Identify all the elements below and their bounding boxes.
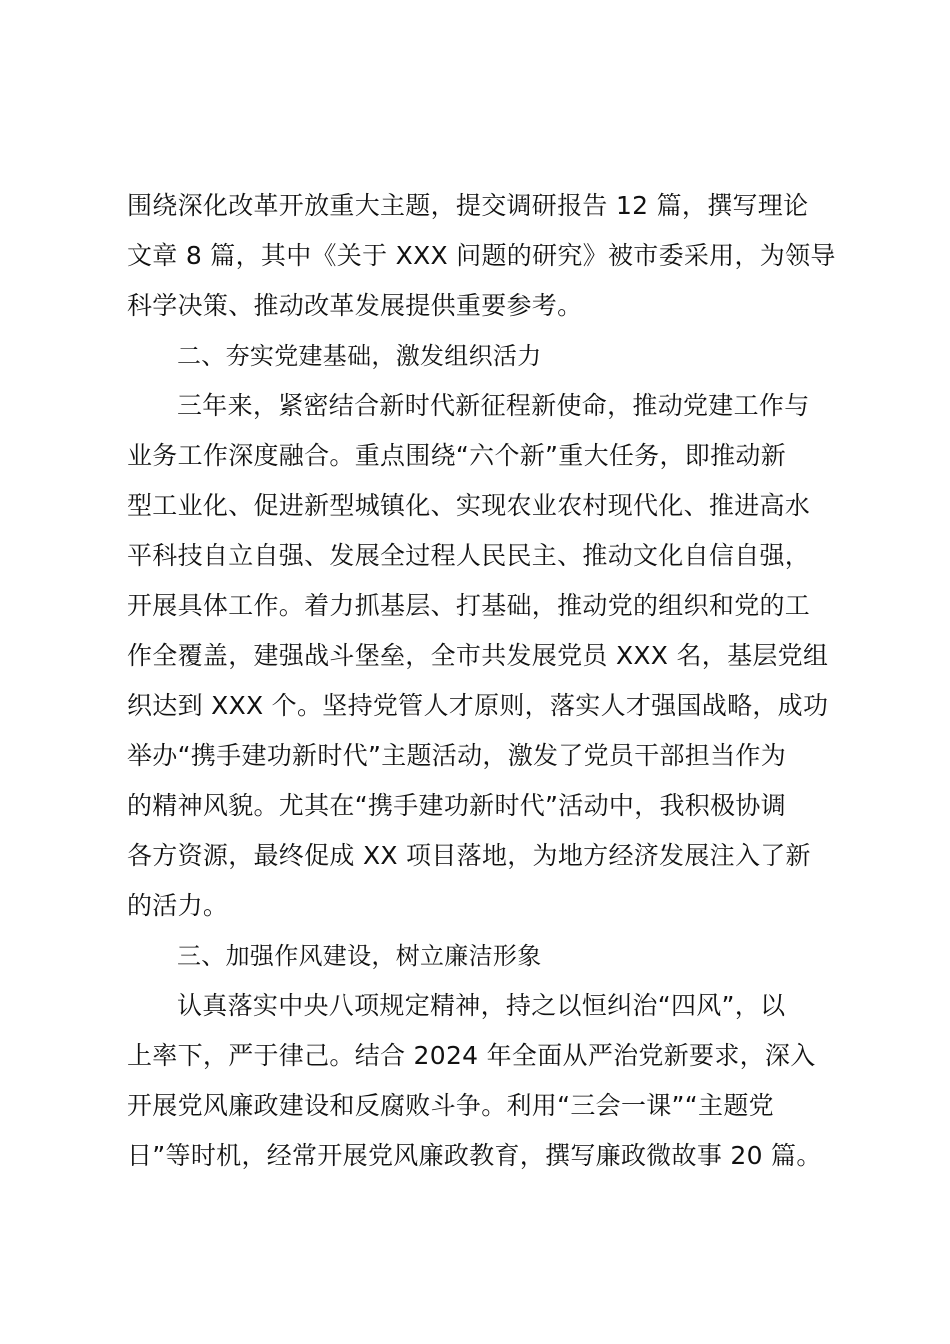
paragraph-line: 平科技自立自强、发展全过程人民民主、推动文化自信自强，	[127, 541, 811, 570]
paragraph-line: 各方资源，最终促成 XX 项目落地，为地方经济发展注入了新	[127, 841, 811, 870]
paragraph-line: 日”等时机，经常开展党风廉政教育，撰写廉政微故事 20 篇。	[127, 1141, 822, 1170]
paragraph-line: 上率下，严于律己。结合 2024 年全面从严治党新要求，深入	[127, 1041, 816, 1070]
section-heading: 三、加强作风建设，树立廉洁形象	[177, 942, 542, 970]
paragraph-line: 举办“携手建功新时代”主题活动，激发了党员干部担当作为	[127, 741, 787, 770]
paragraph-line: 开展党风廉政建设和反腐败斗争。利用“三会一课”“主题党	[127, 1091, 774, 1120]
paragraph-line: 型工业化、促进新型城镇化、实现农业农村现代化、推进高水	[127, 491, 811, 520]
paragraph-line: 的精神风貌。尤其在“携手建功新时代”活动中，我积极协调	[127, 791, 787, 820]
section-heading: 二、夯实党建基础，激发组织活力	[177, 342, 542, 370]
paragraph-line: 三年来，紧密结合新时代新征程新使命，推动党建工作与	[177, 391, 810, 420]
paragraph-line: 认真落实中央八项规定精神，持之以恒纠治“四风”，以	[177, 991, 786, 1020]
paragraph-line: 的活力。	[127, 891, 229, 920]
paragraph-line: 业务工作深度融合。重点围绕“六个新”重大任务，即推动新	[127, 441, 787, 470]
paragraph-line: 科学决策、推动改革发展提供重要参考。	[127, 291, 583, 320]
paragraph-line: 围绕深化改革开放重大主题，提交调研报告 12 篇，撰写理论	[127, 191, 809, 220]
paragraph-line: 织达到 XXX 个。坚持党管人才原则，落实人才强国战略，成功	[127, 691, 829, 720]
paragraph-line: 作全覆盖，建强战斗堡垒，全市共发展党员 XXX 名，基层党组	[127, 641, 829, 670]
paragraph-line: 开展具体工作。着力抓基层、打基础，推动党的组织和党的工	[127, 591, 811, 620]
paragraph-line: 文章 8 篇，其中《关于 XXX 问题的研究》被市委采用，为领导	[127, 241, 836, 270]
